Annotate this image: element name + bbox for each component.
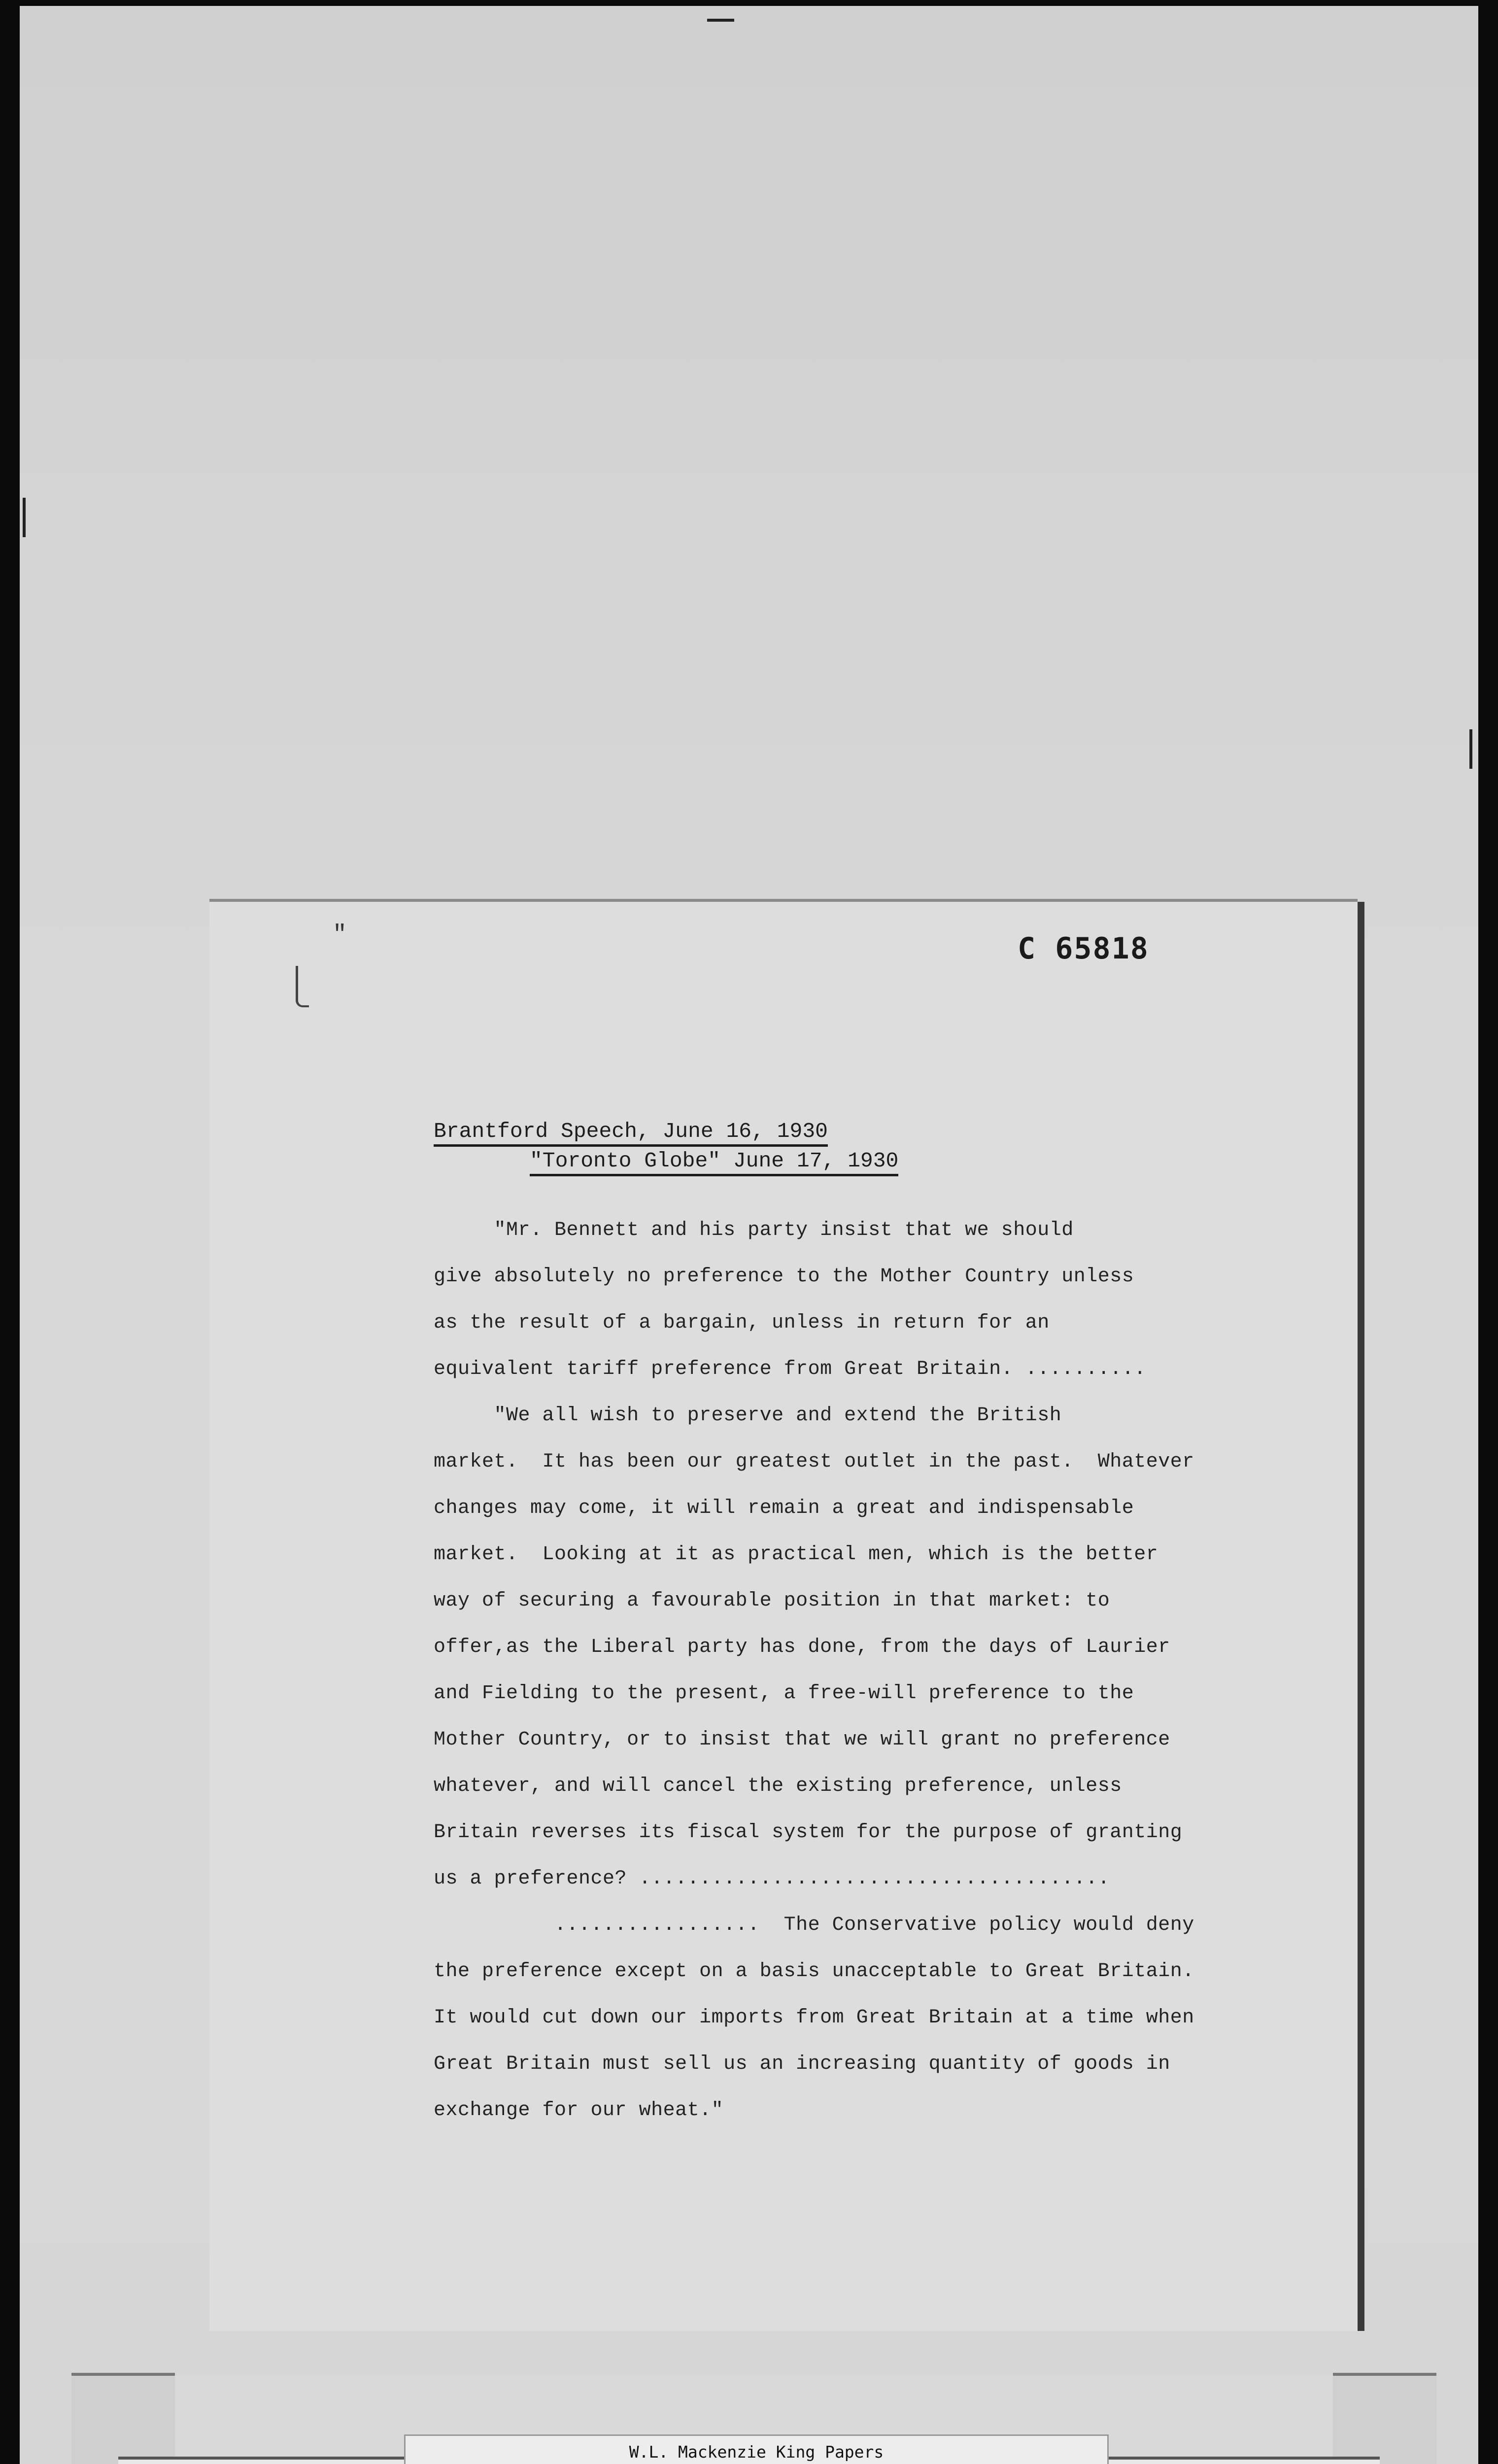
text-line: market. Looking at it as practical men, which is the better [434, 1543, 1158, 1566]
text-line: give absolutely no preference to the Mother Country unless [434, 1266, 1134, 1288]
text-line: and Fielding to the present, a free-will preference to the [434, 1682, 1134, 1705]
heading-source: "Toronto Globe" June 17, 1930 [530, 1148, 898, 1176]
text-line: market. It has been our greatest outlet in the past. Whatever [434, 1451, 1194, 1473]
film-scratch-top [707, 19, 734, 22]
film-scratch-left [23, 498, 26, 537]
text-line: equivalent tariff preference from Great Britain. .......... [434, 1358, 1146, 1380]
text-line: Mother Country, or to insist that we will grant no preference [434, 1729, 1170, 1751]
archive-card-tab-right [1333, 2373, 1436, 2464]
collection-label [404, 2434, 1109, 2464]
speech-body [434, 1207, 1281, 2134]
text-line: whatever, and will cancel the existing preference, unless [434, 1775, 1122, 1797]
text-line: exchange for our wheat." [434, 2099, 724, 2122]
text-line: as the result of a bargain, unless in return for an [434, 1312, 1050, 1334]
text-line: ................. The Conservative policy would deny [434, 1914, 1194, 1936]
pencil-mark [296, 966, 309, 1007]
text-line: Great Britain must sell us an increasing quantity of goods in [434, 2053, 1170, 2075]
text-line: way of securing a favourable position in that market: to [434, 1590, 1110, 1612]
text-line: "We all wish to preserve and extend the British [434, 1404, 1062, 1427]
archive-card-tab-left [71, 2373, 175, 2464]
tick-marks: " [333, 922, 347, 948]
text-line: "Mr. Bennett and his party insist that we should [434, 1219, 1074, 1241]
film-scratch-right [1469, 729, 1472, 769]
document-id: C 65818 [1018, 931, 1149, 966]
collection-name: W.L. Mackenzie King Papers [629, 2442, 884, 2462]
text-line: us a preference? ....................................... [434, 1868, 1110, 1890]
text-line: Britain reverses its fiscal system for the purpose of granting [434, 1821, 1183, 1844]
text-line: the preference except on a basis unacceptable to Great Britain. [434, 1960, 1194, 1983]
text-line: It would cut down our imports from Great Britain at a time when [434, 2007, 1194, 2029]
text-line: changes may come, it will remain a great and indispensable [434, 1497, 1134, 1519]
document-sheet [209, 902, 1358, 2331]
text-line: offer,as the Liberal party has done, from the days of Laurier [434, 1636, 1170, 1658]
heading-speech: Brantford Speech, June 16, 1930 [434, 1119, 828, 1147]
